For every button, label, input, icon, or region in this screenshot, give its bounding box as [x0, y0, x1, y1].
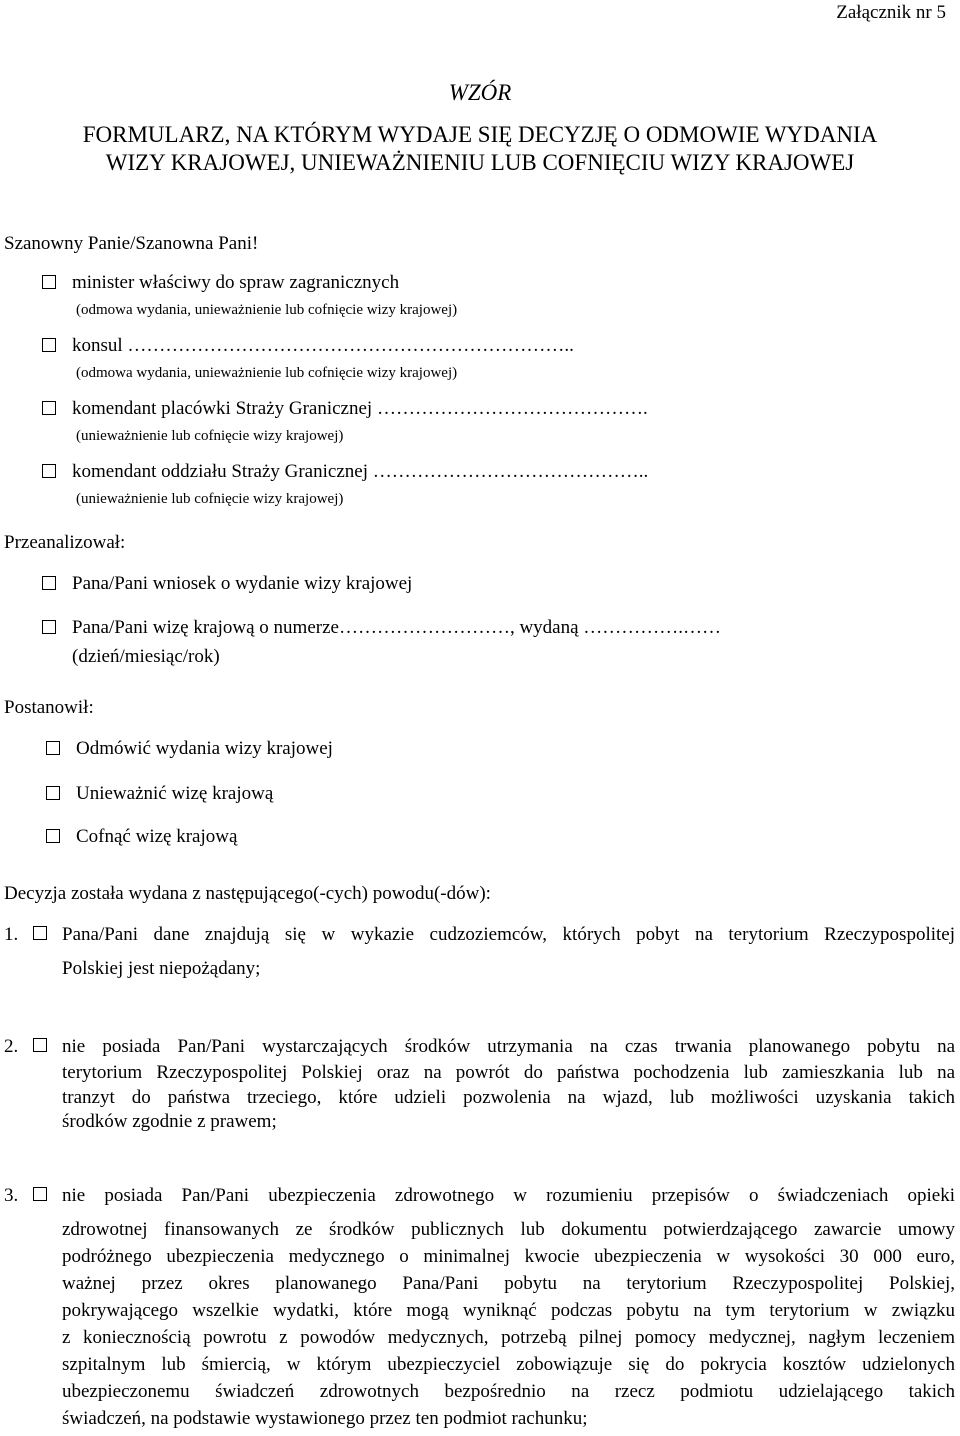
checkbox[interactable] [46, 786, 60, 800]
reason-line: świadczeń, na podstawie wystawionego przez ten podmiot rachunku; [62, 1408, 588, 1429]
reason-number: 1. [4, 924, 19, 945]
reason-line: ubezpieczonemu świadczeń zdrowotnych bezpośrednio na rzecz podmiotu udzielającego takich [62, 1381, 955, 1402]
checkbox[interactable] [42, 464, 56, 478]
authority-label: komendant placówki Straży Granicznej ……………………………………. [72, 398, 648, 419]
wzor-label: WZÓR [448, 80, 512, 105]
analyzed-option-label: Pana/Pani wniosek o wydanie wizy krajowej [72, 573, 413, 594]
reason-line: tranzyt do państwa trzeciego, które udzieli pozwolenia na wjazd, lub możliwości uzyskania takich [62, 1087, 955, 1108]
authority-label: komendant oddziału Straży Granicznej …………………………………….. [72, 461, 649, 482]
decision-option-label: Cofnąć wizę krajową [76, 826, 238, 847]
checkbox[interactable] [42, 576, 56, 590]
reason-line: podróżnego ubezpieczenia medycznego o minimalnej kwocie ubezpieczenia w wysokości 30 000 euro, [62, 1246, 955, 1267]
reason-line: zdrowotnej finansowanych ze środków publicznych lub dokumentu potwierdzającego zawarcie umowy [62, 1219, 955, 1240]
checkbox[interactable] [46, 829, 60, 843]
page-title-line2: WIZY KRAJOWEJ, UNIEWAŻNIENIU LUB COFNIĘCIU WIZY KRAJOWEJ [105, 150, 855, 175]
authority-note: (unieważnienie lub cofnięcie wizy krajowej) [76, 491, 344, 507]
checkbox[interactable] [42, 401, 56, 415]
reason-line: Polskiej jest niepożądany; [62, 958, 261, 979]
checkbox[interactable] [42, 338, 56, 352]
reason-line: ważnej przez okres planowanego Pana/Pani pobytu na terytorium Rzeczypospolitej Polskiej, [62, 1273, 955, 1294]
authority-note: (odmowa wydania, unieważnienie lub cofnięcie wizy krajowej) [76, 302, 458, 318]
decided-heading: Postanowił: [4, 697, 94, 718]
analyzed-heading: Przeanalizował: [4, 532, 126, 553]
reason-line: Pana/Pani dane znajdują się w wykazie cudzoziemców, których pobyt na terytorium Rzeczypospolitej [62, 924, 955, 945]
reason-number: 3. [4, 1185, 19, 1206]
reasons-heading: Decyzja została wydana z następującego(-cych) powodu(-dów): [4, 883, 491, 904]
checkbox[interactable] [42, 620, 56, 634]
authority-note: (unieważnienie lub cofnięcie wizy krajowej) [76, 428, 344, 444]
reason-number: 2. [4, 1036, 19, 1057]
authority-label: minister właściwy do spraw zagranicznych [72, 272, 400, 293]
reason-line: nie posiada Pan/Pani wystarczających środków utrzymania na czas trwania planowanego pobytu na [62, 1036, 955, 1057]
page-title-line1: FORMULARZ, NA KTÓRYM WYDAJE SIĘ DECYZJĘ O ODMOWIE WYDANIA [82, 122, 878, 147]
reason-line: terytorium Rzeczypospolitej Polskiej oraz na powrót do państwa pochodzenia lub zamieszkania lub na [62, 1062, 955, 1083]
checkbox[interactable] [46, 741, 60, 755]
checkbox[interactable] [33, 926, 47, 940]
analyzed-option-label: Pana/Pani wizę krajową o numerze………………………, wydaną …………….…… [72, 617, 722, 638]
attachment-label: Załącznik nr 5 [836, 2, 946, 23]
authority-note: (odmowa wydania, unieważnienie lub cofnięcie wizy krajowej) [76, 365, 458, 381]
date-note: (dzień/miesiąc/rok) [72, 646, 220, 667]
checkbox[interactable] [33, 1038, 47, 1052]
greeting: Szanowny Panie/Szanowna Pani! [4, 233, 259, 254]
reason-line: pokrywającego wszelkie wydatki, które mogą wyniknąć podczas pobytu na tym terytorium w związku [62, 1300, 955, 1321]
authority-label: konsul …………………………………………………………….. [72, 335, 574, 356]
reason-line: środków zgodnie z prawem; [62, 1111, 277, 1132]
checkbox[interactable] [33, 1187, 47, 1201]
decision-option-label: Odmówić wydania wizy krajowej [76, 738, 333, 759]
checkbox[interactable] [42, 275, 56, 289]
decision-option-label: Unieważnić wizę krajową [76, 783, 274, 804]
reason-line: nie posiada Pan/Pani ubezpieczenia zdrowotnego w rozumieniu przepisów o świadczeniach opieki [62, 1185, 955, 1206]
reason-line: z koniecznością powrotu z powodów medycznych, potrzebą pilnej pomocy medycznej, nagłym leczeniem [62, 1327, 955, 1348]
reason-line: szpitalnym lub śmiercią, w którym ubezpieczyciel zobowiązuje się do pokrycia kosztów udzielonych [62, 1354, 955, 1375]
